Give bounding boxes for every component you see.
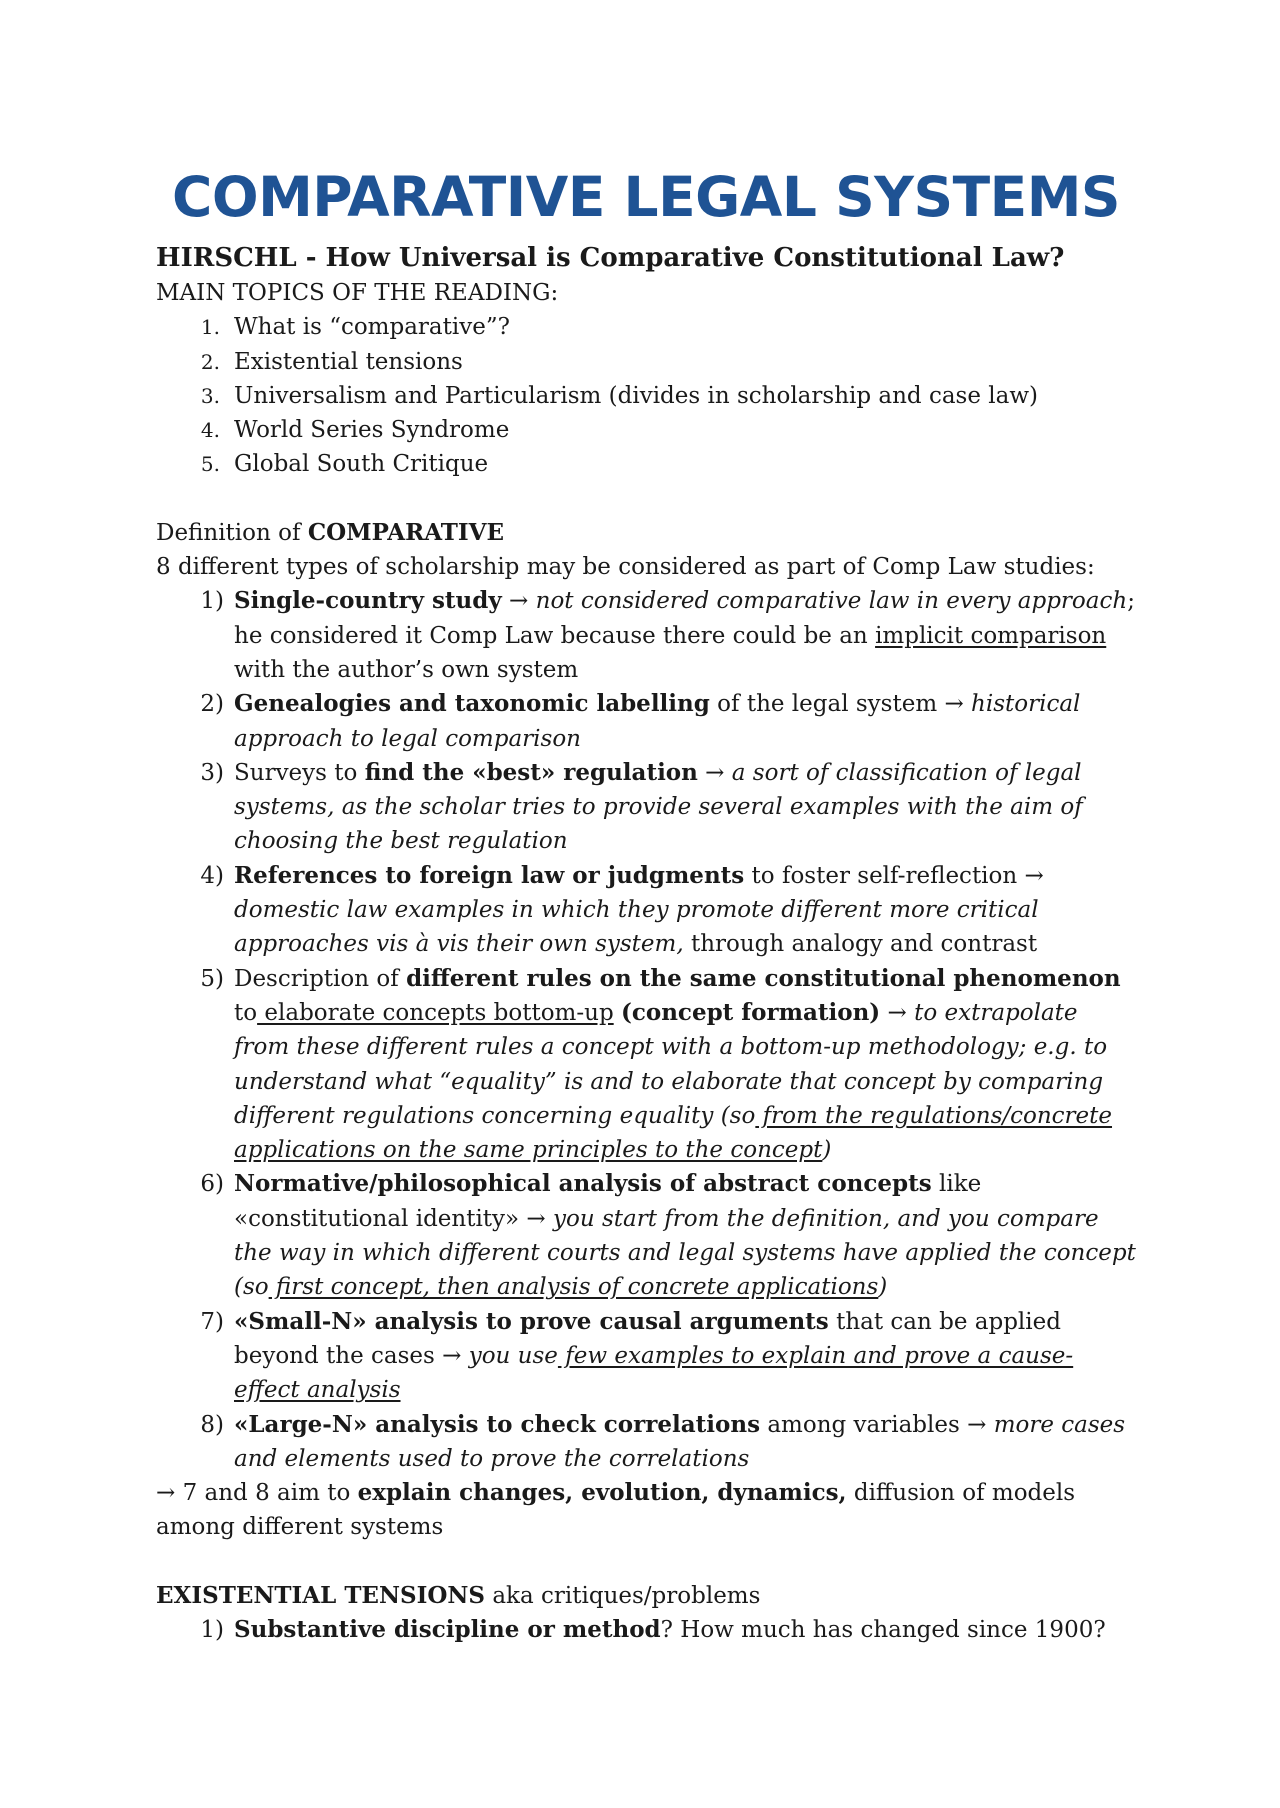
- note-prefix: → 7 and 8 aim to: [156, 1480, 358, 1507]
- document-title: COMPARATIVE LEGAL SYSTEMS: [171, 165, 1121, 229]
- list-item: [156, 413, 1136, 447]
- item-text: with the author’s own system: [234, 656, 579, 683]
- list-number: 8): [200, 1411, 224, 1438]
- item-text: →: [697, 759, 732, 786]
- list-item: [156, 345, 1136, 379]
- document-page: [156, 160, 1136, 1647]
- list-number: 4.: [200, 418, 220, 443]
- topic-text: Universalism and Particularism (divides in scholarship and case law): [234, 382, 1039, 409]
- list-number: 1): [200, 1616, 224, 1643]
- item-text: that can be applied beyond the cases →: [234, 1308, 1061, 1369]
- topics-label: MAIN TOPICS OF THE READING:: [156, 280, 559, 306]
- definition-heading: [156, 516, 1136, 550]
- item-italic: more cases and elements used to prove the correlations: [234, 1411, 1126, 1472]
- tensions-title: EXISTENTIAL TENSIONS: [156, 1581, 486, 1609]
- list-number: 4): [200, 862, 224, 889]
- list-number: 3): [200, 759, 224, 786]
- topic-text: Global South Critique: [234, 451, 489, 478]
- list-item: [156, 756, 1136, 859]
- item-italic: historical approach to legal comparison: [234, 691, 1081, 752]
- list-number: 1): [200, 588, 224, 615]
- note-suffix: diffusion of models among different systems: [156, 1480, 1076, 1541]
- item-text: of the legal system →: [709, 691, 972, 718]
- item-italic-underlined: from the regulations/concrete applications on the same principles to the concept: [234, 1102, 1113, 1164]
- item-text: →: [880, 999, 915, 1026]
- topics-list: [156, 310, 1136, 481]
- list-item: [156, 447, 1136, 481]
- item-bold: Normative/philosophical analysis of abstract concepts: [234, 1170, 932, 1198]
- definition-prefix: Definition of: [156, 519, 308, 546]
- item-text: like «constitutional identity» →: [234, 1171, 982, 1232]
- list-number: 5): [200, 965, 224, 992]
- note-bold: explain changes, evolution, dynamics,: [357, 1479, 847, 1507]
- definition-term: COMPARATIVE: [307, 518, 505, 546]
- item-text: through analogy and contrast: [683, 931, 1038, 958]
- list-number: 2): [200, 691, 224, 718]
- spacer: [156, 1545, 1136, 1579]
- item-text: Surveys to: [234, 759, 365, 786]
- item-underlined: elaborate concepts bottom-up: [257, 999, 614, 1026]
- spacer: [156, 482, 1136, 516]
- list-number: 3.: [200, 383, 220, 408]
- tensions-heading: [156, 1579, 1136, 1613]
- list-number: 1.: [200, 315, 220, 340]
- item-italic: to extrapolate from these different rules a concept with a bottom-up methodology; e.g. to understand what “equality” is and to elaborate that concept by comparing different regulations concerning equality (so: [234, 999, 1108, 1129]
- list-item: [156, 584, 1136, 687]
- topic-text: What is “comparative”?: [234, 314, 510, 341]
- list-item: [156, 687, 1136, 756]
- list-item: [156, 379, 1136, 413]
- item-bold: Genealogies and taxonomic labelling: [234, 690, 710, 718]
- item-bold: References to foreign law or judgments: [234, 861, 745, 889]
- item-text: among variables →: [760, 1411, 994, 1438]
- item-italic: domestic law examples in which they promote different more critical approaches vis à vis their own system,: [234, 897, 1039, 958]
- item-text: Description of: [234, 965, 407, 992]
- item-italic: ): [822, 1137, 832, 1164]
- item-bold: find the «best» regulation: [364, 758, 698, 786]
- item-italic: a sort of classification of legal systems, as the scholar tries to provide several examples with the aim of choosing the best regulation: [234, 759, 1083, 855]
- item-italic: not considered comparative law in every approach: [535, 588, 1128, 615]
- tensions-list: [156, 1613, 1136, 1647]
- list-number: 6): [200, 1171, 224, 1198]
- item-underlined: implicit comparison: [875, 622, 1107, 649]
- item-bold: «Large-N» analysis to check correlations: [234, 1410, 761, 1438]
- item-text: ; he considered it Comp Law because there could be an: [234, 588, 1135, 649]
- list-item: [156, 1613, 1136, 1647]
- list-item: [156, 859, 1136, 962]
- item-bold: Substantive discipline or method: [234, 1615, 661, 1643]
- list-item: [156, 962, 1136, 1168]
- list-number: 5.: [200, 452, 220, 477]
- reading-heading: HIRSCHL - How Universal is Comparative Constitutional Law?: [156, 243, 1065, 273]
- item-bold: different rules on the same constitutional phenomenon: [406, 964, 1121, 992]
- aim-note: [156, 1476, 1136, 1545]
- definition-intro: 8 different types of scholarship may be considered as part of Comp Law studies:: [156, 554, 1095, 581]
- topic-text: World Series Syndrome: [234, 417, 510, 444]
- item-text: ? How much has changed since 1900?: [660, 1616, 1106, 1643]
- item-text: →: [501, 588, 536, 615]
- list-number: 7): [200, 1308, 224, 1335]
- list-item: [156, 1305, 1136, 1408]
- list-item: [156, 1408, 1136, 1477]
- list-item: [156, 1167, 1136, 1304]
- item-text: to: [234, 999, 258, 1026]
- item-bold: Single-country study: [234, 587, 502, 615]
- list-item: [156, 310, 1136, 344]
- item-text: [614, 1000, 621, 1026]
- scholarship-types-list: [156, 584, 1136, 1476]
- item-italic: ): [878, 1274, 888, 1301]
- item-text: to foster self-reflection →: [744, 862, 1044, 889]
- topic-text: Existential tensions: [234, 348, 463, 375]
- tensions-aka: aka critiques/problems: [485, 1582, 761, 1609]
- item-bold: (concept formation): [620, 998, 881, 1026]
- list-number: 2.: [200, 349, 220, 374]
- item-italic: you use: [468, 1342, 558, 1369]
- item-italic-underlined: first concept, then analysis of concrete applications: [268, 1274, 879, 1301]
- item-italic-underlined: few examples to explain and prove a cause-effect analysis: [234, 1342, 1074, 1404]
- item-italic: you start from the definition, and you compare the way in which different courts and legal systems have applied the concept (so: [234, 1205, 1136, 1301]
- item-bold: «Small-N» analysis to prove causal arguments: [234, 1307, 829, 1335]
